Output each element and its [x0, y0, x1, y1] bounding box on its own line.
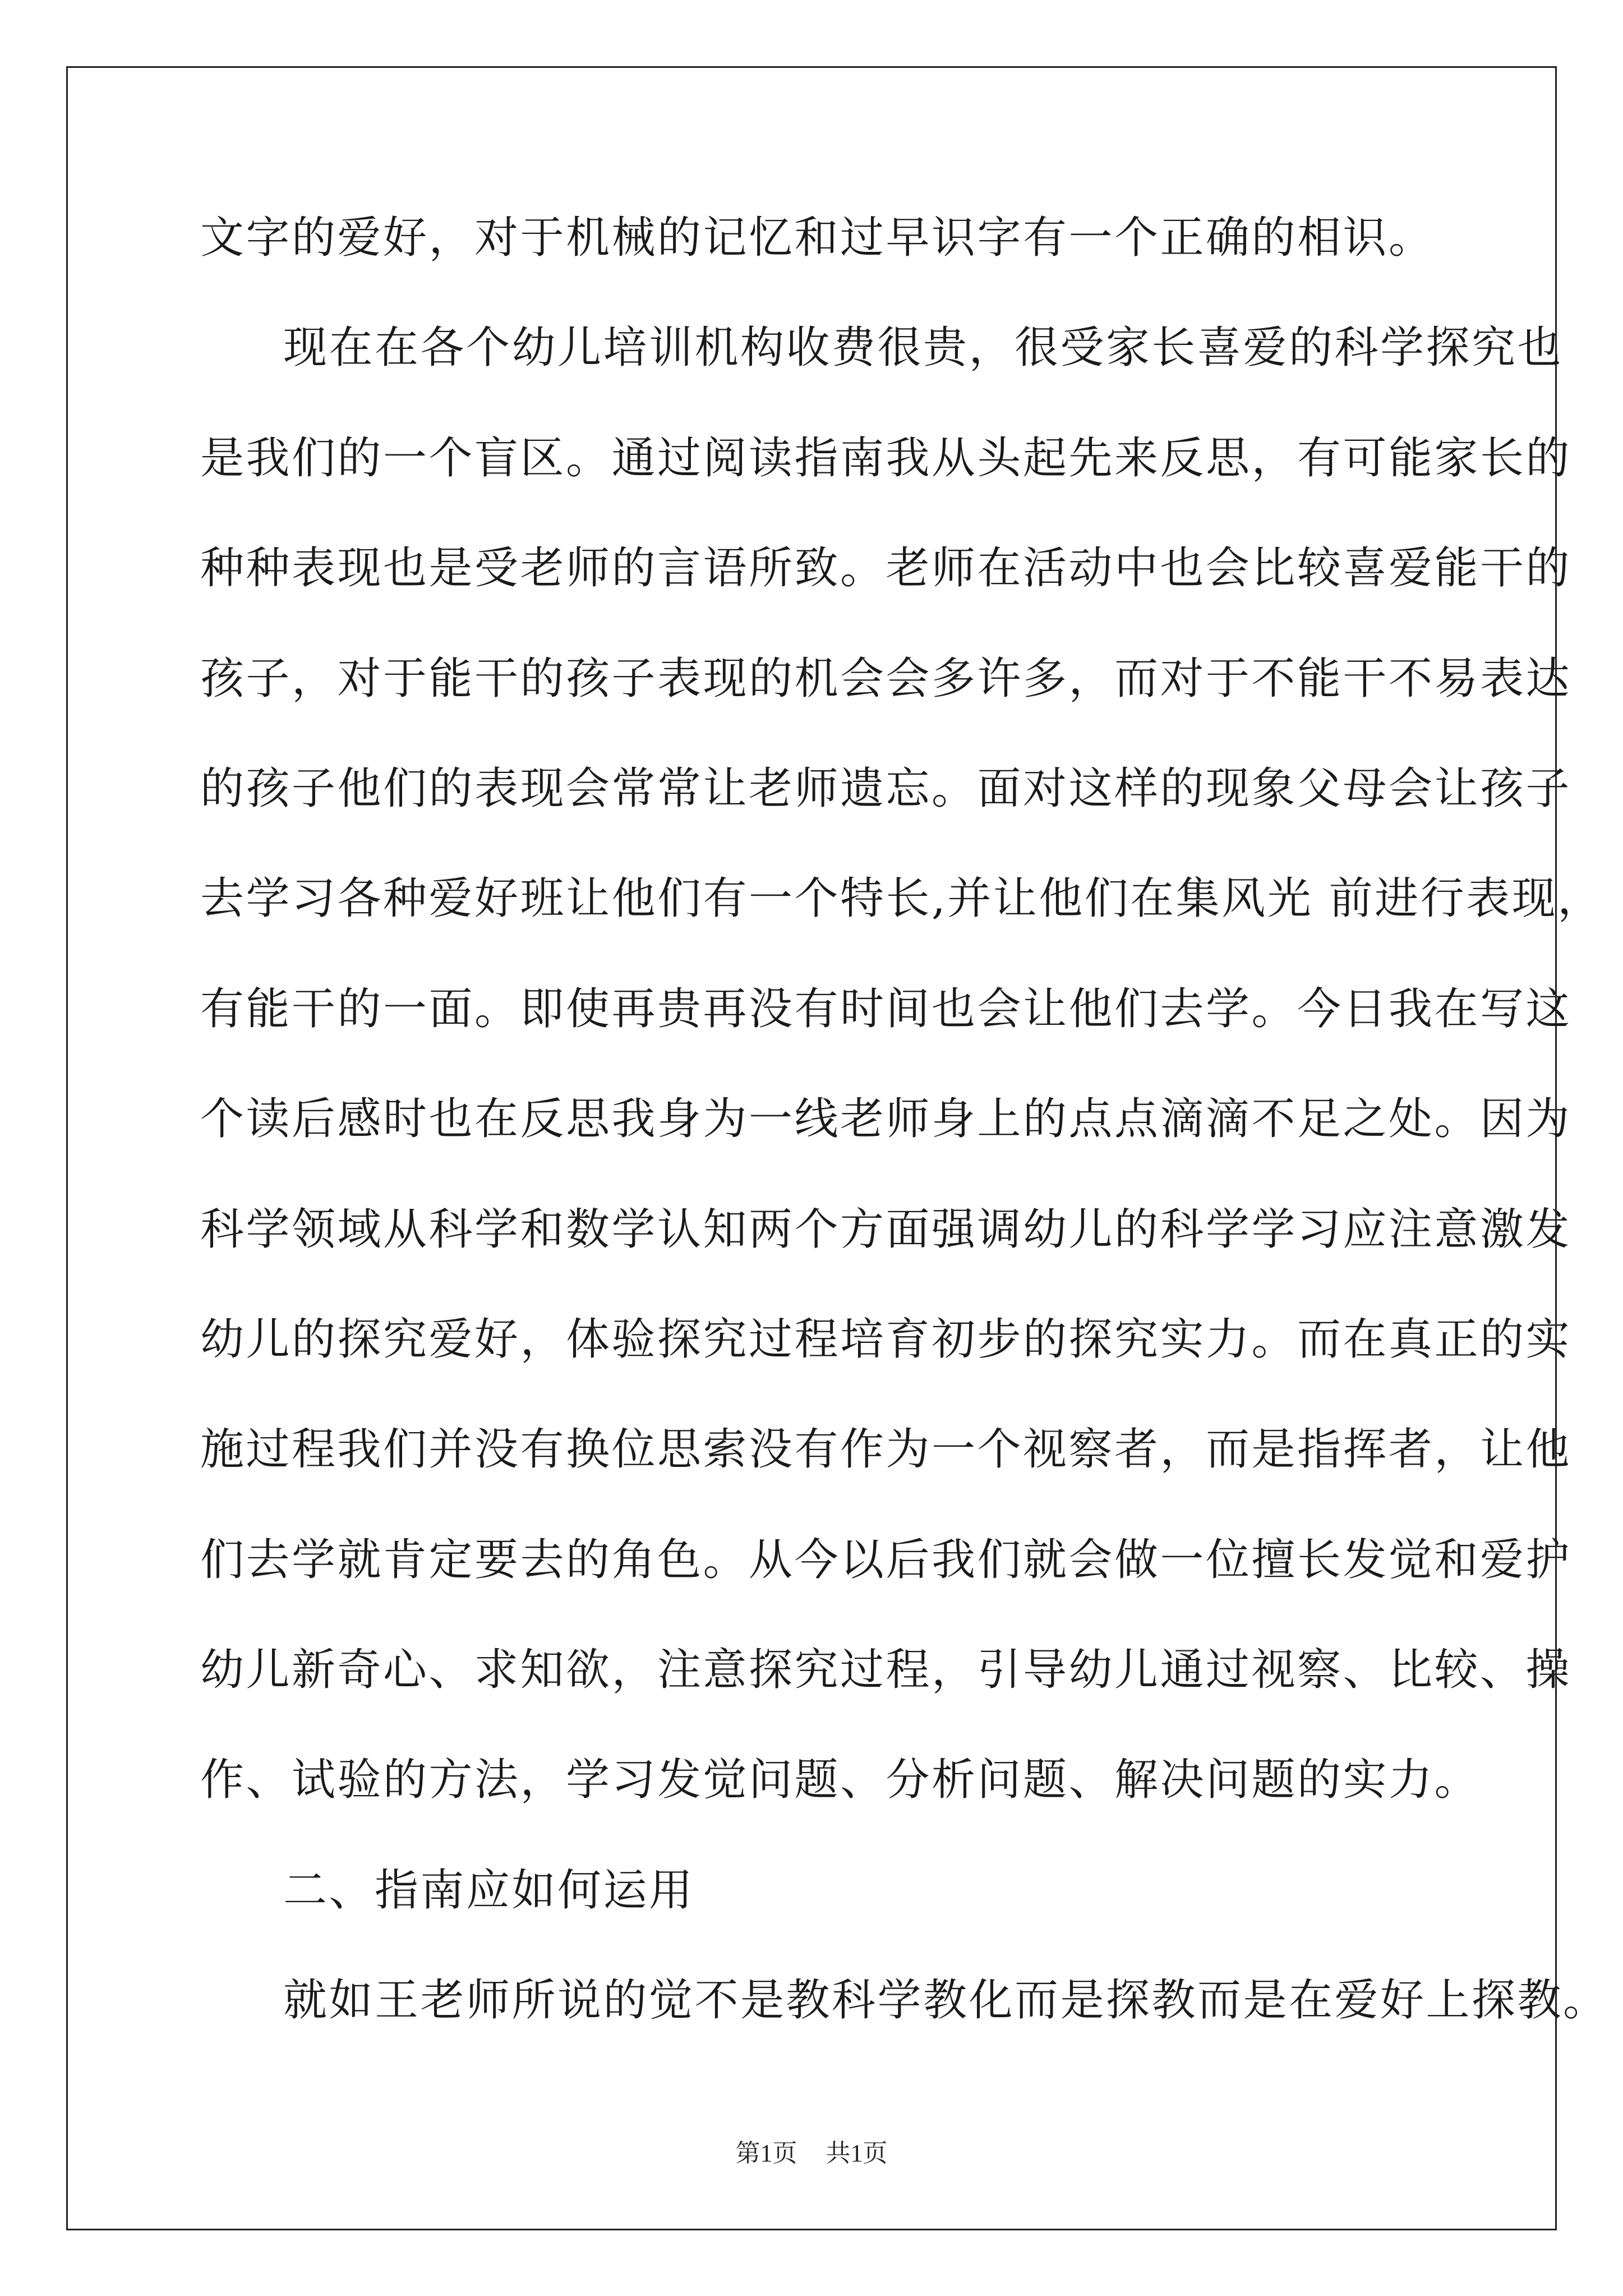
- text-line: 孩子，对于能干的孩子表现的机会会多许多，而对于不能干不易表达: [200, 653, 1572, 704]
- text-line: 个读后感时也在反思我身为一线老师身上的点点滴滴不足之处。因为: [200, 1094, 1572, 1145]
- page-number: 第1页: [735, 2139, 797, 2167]
- text-line: 科学领域从科学和数学认知两个方面强调幼儿的科学学习应注意激发: [200, 1204, 1572, 1255]
- text-line: 幼儿新奇心、求知欲，注意探究过程，引导幼儿通过视察、比较、操: [200, 1645, 1572, 1696]
- text-line: 施过程我们并没有换位思索没有作为一个视察者，而是指挥者，让他: [200, 1424, 1572, 1475]
- page-footer: [0, 2133, 1623, 2169]
- text-line: 们去学就肯定要去的角色。从今以后我们就会做一位擅长发觉和爱护: [200, 1534, 1572, 1585]
- text-line: 是我们的一个盲区。通过阅读指南我从头起先来反思，有可能家长的: [200, 432, 1572, 484]
- page-total: 共1页: [826, 2139, 888, 2167]
- section-heading: 二、指南应如何运用: [283, 1865, 695, 1916]
- text-line: 的孩子他们的表现会常常让老师遗忘。面对这样的现象父母会让孩子: [200, 763, 1572, 814]
- text-line: 有能干的一面。即使再贵再没有时间也会让他们去学。今日我在写这: [200, 983, 1572, 1034]
- text-line: 去学习各种爱好班让他们有一个特长,并让他们在集风光 前进行表现，: [200, 873, 1603, 924]
- text-line: 种种表现也是受老师的言语所致。老师在活动中也会比较喜爱能干的: [200, 543, 1572, 594]
- text-line: 作、试验的方法，学习发觉问题、分析问题、解决问题的实力。: [200, 1755, 1481, 1806]
- text-line: 幼儿的探究爱好，体验探究过程培育初步的探究实力。而在真正的实: [200, 1314, 1572, 1365]
- text-line: 现在在各个幼儿培训机构收费很贵，很受家长喜爱的科学探究也: [283, 323, 1564, 374]
- document-body: [200, 209, 1609, 2082]
- text-line: 就如王老师所说的觉不是教科学教化而是探教而是在爱好上探教。: [283, 1975, 1609, 2026]
- text-line: 文字的爱好，对于机械的记忆和过早识字有一个正确的相识。: [200, 213, 1435, 263]
